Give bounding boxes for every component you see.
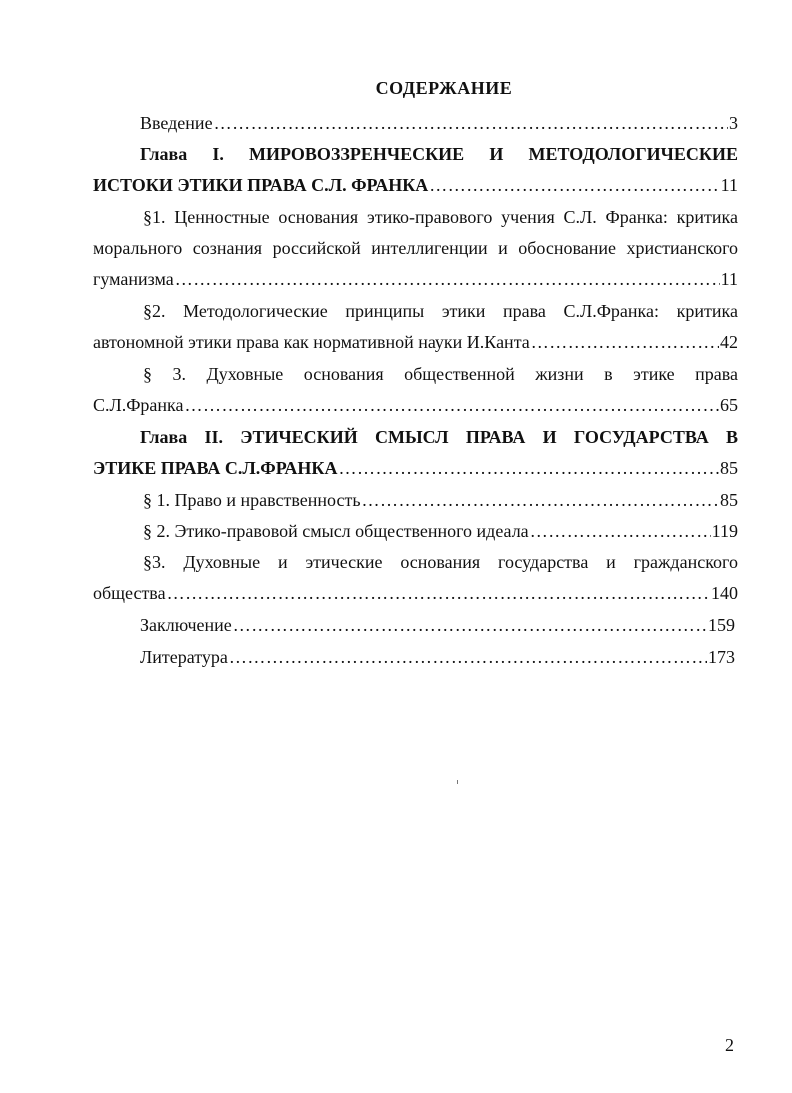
- word: С.Л.Франка:: [563, 301, 660, 321]
- word: гражданского: [633, 552, 738, 572]
- chapter1-heading-line2: [93, 174, 738, 196]
- word: учения: [501, 207, 555, 227]
- chapter2-heading-line2: [93, 457, 738, 479]
- toc-entry-page: 85: [720, 458, 738, 478]
- toc-entry-label: Введение: [140, 113, 213, 133]
- word: Ценностные: [174, 207, 270, 227]
- toc-entry-conclusion: [140, 614, 735, 636]
- toc-entry-label: Заключение: [140, 615, 232, 635]
- word: этике: [633, 364, 675, 384]
- word: этико-правового: [367, 207, 493, 227]
- word: этические: [305, 552, 383, 572]
- toc-entry-page: 11: [720, 269, 738, 289]
- word: обоснование: [518, 238, 616, 258]
- word: права: [695, 364, 738, 384]
- toc-entry-literature: [140, 646, 735, 668]
- word: сознания: [192, 238, 263, 258]
- leader-dots: [530, 520, 711, 542]
- leader-dots: [233, 614, 707, 636]
- toc-entry-page: 140: [711, 583, 738, 603]
- word: государства: [498, 552, 589, 572]
- section-1-2-line1: [143, 300, 738, 322]
- leader-dots: [185, 394, 719, 416]
- chapter1-title-continued: ИСТОКИ ЭТИКИ ПРАВА С.Л. ФРАНКА: [93, 175, 429, 195]
- word: Духовные: [206, 364, 284, 384]
- word: принципы: [345, 301, 425, 321]
- word: этики: [441, 301, 486, 321]
- chapter-word: II.: [204, 427, 223, 447]
- word: интеллигенции: [371, 238, 488, 258]
- word: критика: [676, 301, 738, 321]
- section-1-1-line2: [93, 237, 738, 259]
- toc-title: СОДЕРЖАНИЕ: [375, 78, 513, 98]
- toc-entry-intro: [140, 112, 738, 134]
- toc-entry-page: 85: [720, 490, 738, 510]
- chapter-word: Глава: [140, 144, 188, 164]
- chapter1-heading-line1: [140, 143, 738, 165]
- section-1-1-line3: [93, 268, 738, 290]
- chapter2-title-continued: ЭТИКЕ ПРАВА С.Л.ФРАНКА: [93, 458, 338, 478]
- leader-dots: [362, 489, 719, 511]
- leader-dots: [229, 646, 707, 668]
- toc-entry-page: 65: [720, 395, 738, 415]
- word: морального: [93, 238, 183, 258]
- leader-dots: [338, 457, 719, 479]
- chapter-word: ГОСУДАРСТВА: [573, 427, 709, 447]
- toc-entry-label: автономной этики права как нормативной науки И.Канта: [93, 332, 530, 352]
- word: Франка:: [605, 207, 668, 227]
- section-2-2: [143, 520, 738, 542]
- chapter2-heading-line1: [140, 426, 738, 448]
- word: §1.: [143, 207, 166, 227]
- toc-entry-label: общества: [93, 583, 166, 603]
- section-2-3-line1: [143, 551, 738, 573]
- leader-dots: [214, 112, 728, 134]
- toc-entry-label: § 1. Право и нравственность: [143, 490, 361, 510]
- toc-entry-page: 42: [720, 332, 738, 352]
- word: основания: [400, 552, 481, 572]
- toc-entry-label: С.Л.Франка: [93, 395, 184, 415]
- word: С.Л.: [563, 207, 597, 227]
- word: §3.: [143, 552, 166, 572]
- word: христианского: [626, 238, 738, 258]
- toc-entry-page: 159: [708, 615, 735, 635]
- word: и: [498, 238, 508, 258]
- word: §2.: [143, 301, 166, 321]
- toc-entry-label: § 2. Этико-правовой смысл общественного идеала: [143, 521, 529, 541]
- chapter-word: I.: [212, 144, 224, 164]
- leader-dots: [167, 582, 710, 604]
- word: и: [277, 552, 288, 572]
- section-1-3-line1: [143, 363, 738, 385]
- leader-dots: [531, 331, 719, 353]
- word: Методологические: [183, 301, 328, 321]
- word: общественной: [404, 364, 515, 384]
- word: критика: [676, 207, 738, 227]
- chapter-word: Глава: [140, 427, 188, 447]
- toc-entry-page: 11: [720, 175, 738, 195]
- section-1-1-line1: [143, 206, 738, 228]
- word: §: [143, 364, 152, 384]
- section-2-3-line2: [93, 582, 738, 604]
- chapter-word: ЭТИЧЕСКИЙ: [240, 427, 358, 447]
- word: основания: [278, 207, 359, 227]
- toc-entry-page: 119: [711, 521, 738, 541]
- word: российской: [272, 238, 361, 258]
- word: жизни: [535, 364, 584, 384]
- scan-speck: [457, 780, 458, 784]
- toc-entry-page: 3: [729, 113, 738, 133]
- chapter-word: СМЫСЛ: [374, 427, 449, 447]
- chapter-word: В: [725, 427, 738, 447]
- word: и: [606, 552, 616, 572]
- toc-entry-page: 173: [708, 647, 735, 667]
- chapter-word: МЕТОДОЛОГИЧЕСКИЕ: [528, 144, 738, 164]
- section-1-3-line2: [93, 394, 738, 416]
- chapter-word: ПРАВА: [465, 427, 526, 447]
- word: основания: [303, 364, 384, 384]
- chapter-word: МИРОВОЗЗРЕНЧЕСКИЕ: [249, 144, 465, 164]
- chapter-word: И: [489, 144, 504, 164]
- leader-dots: [429, 174, 719, 196]
- section-1-2-line2: [93, 331, 738, 353]
- page-number: 2: [725, 1035, 734, 1055]
- toc-entry-label: Литература: [140, 647, 228, 667]
- word: 3.: [172, 364, 186, 384]
- section-2-1: [143, 489, 738, 511]
- word: Духовные: [183, 552, 261, 572]
- chapter-word: И: [542, 427, 557, 447]
- leader-dots: [175, 268, 720, 290]
- word: права: [503, 301, 546, 321]
- word: в: [604, 364, 613, 384]
- toc-entry-label: гуманизма: [93, 269, 174, 289]
